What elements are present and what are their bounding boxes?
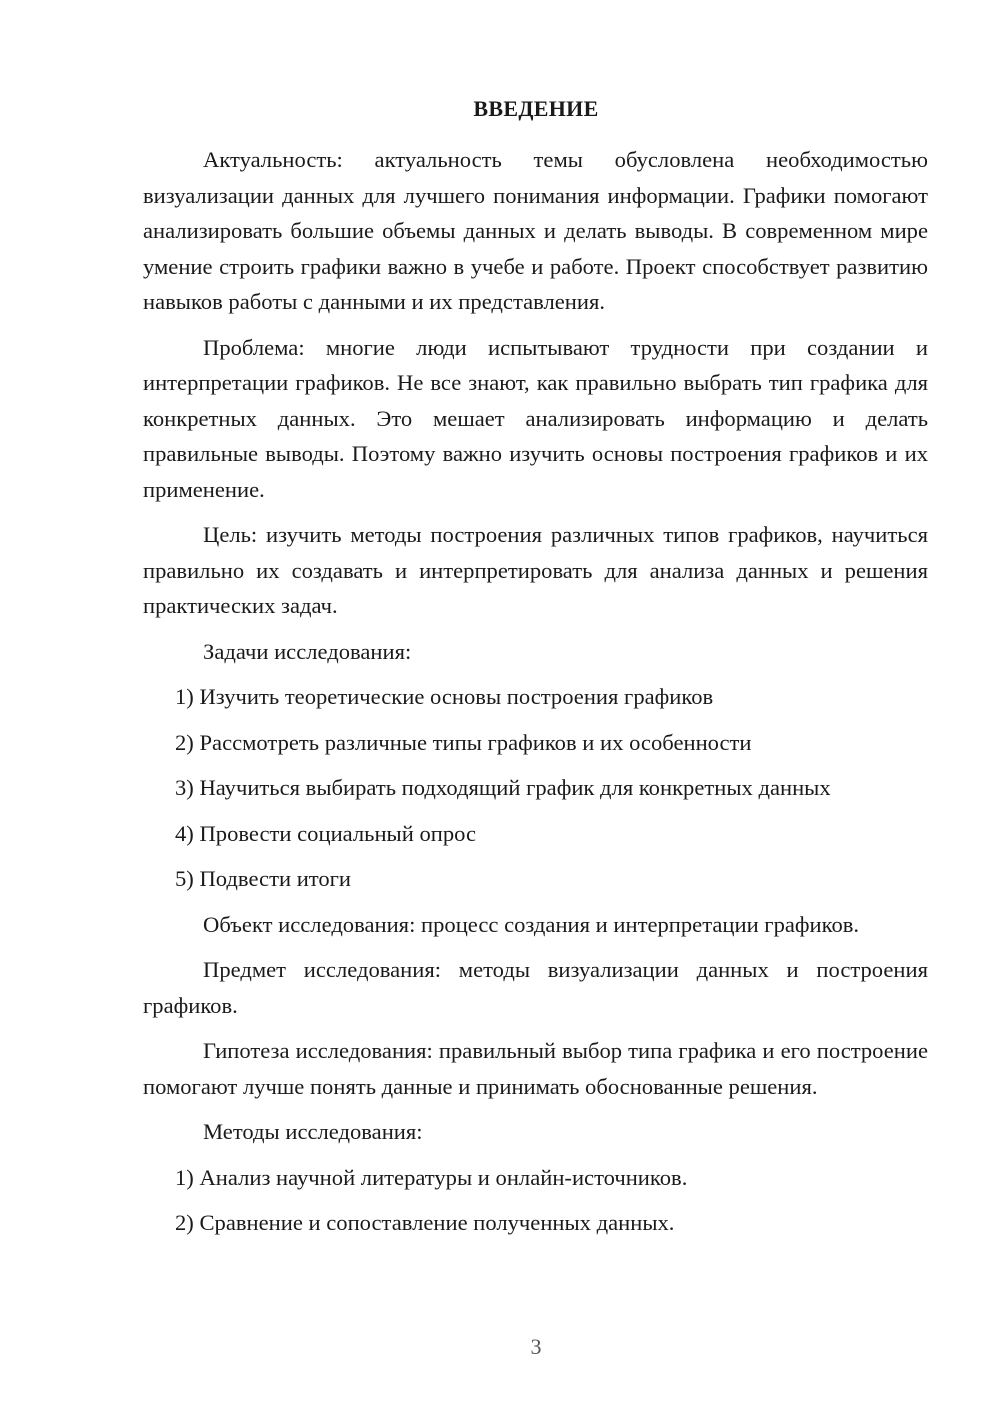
paragraph-relevance: Актуальность: актуальность темы обусловлена необходимостью визуализации данных для лучшего понимания информации. Графики помогают анализировать большие объемы данных и делать выводы. В современном мире умение строить графики важно в учебе и работе. Проект способствует развитию навыков работы с данными и их представления. — [143, 147, 928, 314]
method-item-2: 2) Сравнение и сопоставление полученных данных. — [175, 1210, 675, 1235]
paragraph-subject: Предмет исследования: методы визуализации данных и построения графиков. — [143, 957, 928, 1018]
paragraph-hypothesis: Гипотеза исследования: правильный выбор типа графика и его построение помогают лучше понять данные и принимать обоснованные решения. — [143, 1038, 928, 1099]
task-item-5: 5) Подвести итоги — [175, 866, 352, 891]
method-item-1: 1) Анализ научной литературы и онлайн-источников. — [175, 1164, 688, 1190]
tasks-heading: Задачи исследования: — [203, 638, 412, 664]
methods-heading: Методы исследования: — [203, 1119, 423, 1144]
task-item-2: 2) Рассмотреть различные типы графиков и их особенности — [175, 729, 752, 755]
task-item-4: 4) Провести социальный опрос — [175, 820, 477, 846]
paragraph-object: Объект исследования: процесс создания и интерпретации графиков. — [203, 911, 860, 937]
paragraph-problem: Проблема: многие люди испытывают трудности при создании и интерпретации графиков. Не все знают, как правильно выбрать тип графика для конкретных данных. Это мешает анализировать информацию и делать правильные выводы. Поэтому важно изучить основы построения графиков и их применение. — [143, 334, 928, 502]
page-title: ВВЕДЕНИЕ — [473, 96, 599, 121]
paragraph-goal: Цель: изучить методы построения различных типов графиков, научиться правильно их создавать и интерпретировать для анализа данных и решения практических задач. — [143, 522, 928, 618]
body-text — [143, 142, 928, 1241]
page-number: 3 — [530, 1334, 542, 1359]
task-item-3: 3) Научиться выбирать подходящий график для конкретных данных — [175, 775, 831, 800]
task-item-1: 1) Изучить теоретические основы построения графиков — [175, 684, 714, 709]
